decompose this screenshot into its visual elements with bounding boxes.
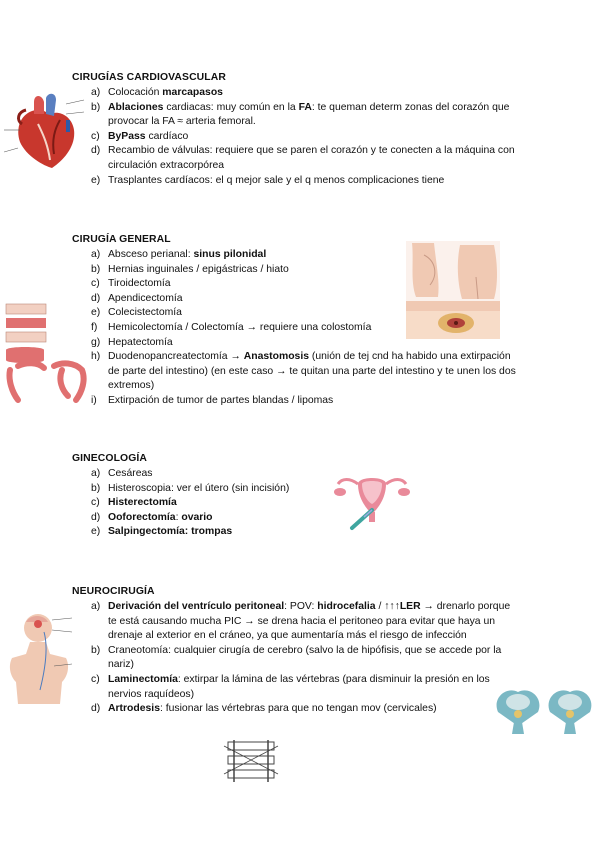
bold-term: marcapasos xyxy=(162,87,223,98)
list-marker: d) xyxy=(91,511,101,523)
list-marker: h) xyxy=(91,351,101,363)
list-marker: c) xyxy=(91,130,100,142)
list-marker: f) xyxy=(91,321,98,333)
list-item xyxy=(91,86,521,101)
list-marker: c) xyxy=(91,278,100,290)
bold-term: Derivación del ventrículo peritoneal xyxy=(108,601,285,612)
item-text: Colecistectomía xyxy=(108,307,182,319)
list-marker: i) xyxy=(91,394,97,406)
list-marker: a) xyxy=(91,468,101,479)
list-item xyxy=(91,496,351,511)
vertebra-illustration xyxy=(492,682,598,736)
item-text: Hepatectomía xyxy=(108,336,173,348)
list-marker: c) xyxy=(91,497,100,509)
list-item xyxy=(91,644,521,673)
item-text: Histeroscopia: ver el útero (sin incisión) xyxy=(108,482,290,494)
bold-term: Histerectomía xyxy=(108,497,177,509)
item-text: → drenarlo porque te está causando mucha PIC → se drena hacia el peritoneo para evitar que haya un drenaje al exterior en el cráneo, ya que aumentaría más el riesgo de infección xyxy=(108,601,511,642)
list-item xyxy=(91,467,351,482)
item-text: cardíaco xyxy=(145,130,189,142)
item-text: Colocación xyxy=(108,87,163,98)
section-title-cardiovascular: CIRUGÍAS CARDIOVASCULAR xyxy=(72,72,226,83)
bold-term: Ablaciones xyxy=(108,101,164,113)
section-title-neuro: NEUROCIRUGÍA xyxy=(72,586,155,597)
item-text: Hernias inguinales / epigástricas / hiato xyxy=(108,263,289,275)
list-marker: d) xyxy=(91,703,101,715)
list-marker: c) xyxy=(91,673,100,685)
bold-term: FA xyxy=(298,101,312,113)
item-text: Duodenopancreatectomía → xyxy=(108,351,244,363)
item-text: : extirpar la lámina de las vértebras (para disminuir la presión en los nervios raquídeos) xyxy=(108,673,490,700)
list-marker: e) xyxy=(91,307,101,319)
list-marker: d) xyxy=(91,145,101,157)
list-item xyxy=(91,144,521,173)
list-marker: b) xyxy=(91,482,101,494)
intestine-illustration xyxy=(4,300,88,408)
item-text: : te queman determ zonas del corazón que provocar la FA ≈ arteria femoral. xyxy=(108,101,510,128)
list-gynecology xyxy=(91,467,351,540)
item-text: : fusionar las vértebras para que no tengan mov (cervicales) xyxy=(159,703,437,715)
list-item xyxy=(91,130,521,145)
bold-term: Salpingectomía: trompas xyxy=(108,526,233,538)
item-text: : xyxy=(175,511,182,523)
item-text: Trasplantes cardíacos: el q mejor sale y el q menos complicaciones tiene xyxy=(108,174,445,186)
bold-term: Ooforectomía xyxy=(108,511,176,523)
head-shunt-illustration xyxy=(4,606,76,706)
list-marker: b) xyxy=(91,263,101,275)
item-text: Hemicolectomía / Colectomía → requiere una colostomía xyxy=(108,321,372,333)
bold-term: ByPass xyxy=(108,130,146,142)
item-text: / ↑↑↑ xyxy=(375,601,400,612)
list-item xyxy=(91,673,521,702)
bold-term: Laminectomía xyxy=(108,673,178,685)
list-marker: a) xyxy=(91,249,101,260)
bold-term: Artrodesis xyxy=(108,703,160,715)
list-item xyxy=(91,350,523,394)
item-text: Extirpación de tumor de partes blandas / lipomas xyxy=(108,394,334,406)
list-item xyxy=(91,394,523,409)
item-text: Absceso perianal: xyxy=(108,249,194,260)
bold-term: hidrocefalia xyxy=(317,601,376,612)
list-marker: d) xyxy=(91,292,101,304)
list-marker: a) xyxy=(91,601,101,612)
uterus-illustration xyxy=(330,470,414,532)
list-item xyxy=(91,702,521,717)
list-marker: b) xyxy=(91,644,101,656)
heart-illustration xyxy=(4,90,86,172)
list-neuro xyxy=(91,600,521,717)
spine-fusion-sketch xyxy=(222,738,280,784)
list-cardiovascular xyxy=(91,86,521,188)
list-item xyxy=(91,101,521,130)
list-item xyxy=(91,600,521,644)
list-marker: g) xyxy=(91,336,101,348)
item-text: Tiroidectomía xyxy=(108,278,171,290)
item-text: (unión de tej cnd ha habido una extirpación de parte del intestino) (en este caso → te quitan una parte del intestino y te unen los dos extremos) xyxy=(108,351,516,392)
list-marker: e) xyxy=(91,174,101,186)
abdomen-body-illustration xyxy=(406,241,500,339)
list-item xyxy=(91,511,351,526)
item-text: Craneotomía: cualquier cirugía de cerebro (salvo la de hipófisis, que se accede por la nariz) xyxy=(108,644,502,671)
list-marker: a) xyxy=(91,87,101,98)
item-text: Cesáreas xyxy=(108,468,153,479)
item-text: Apendicectomía xyxy=(108,292,183,304)
item-text: Recambio de válvulas: requiere que se paren el corazón y te conecten a la máquina con circulación extracorpórea xyxy=(108,145,515,171)
list-item xyxy=(91,482,351,497)
section-title-gynecology: GINECOLOGÍA xyxy=(72,453,147,464)
bold-term: sinus pilonidal xyxy=(193,249,267,260)
bold-term: Anastomosis xyxy=(243,351,309,363)
list-marker: b) xyxy=(91,101,101,113)
item-text: cardiacas: muy común en la xyxy=(163,101,299,113)
item-text: : POV: xyxy=(284,601,318,612)
bold-term: LER xyxy=(399,601,421,612)
list-item xyxy=(91,174,521,189)
list-marker: e) xyxy=(91,526,101,538)
list-item xyxy=(91,525,351,540)
section-title-general: CIRUGÍA GENERAL xyxy=(72,234,171,245)
bold-term: ovario xyxy=(181,511,213,523)
